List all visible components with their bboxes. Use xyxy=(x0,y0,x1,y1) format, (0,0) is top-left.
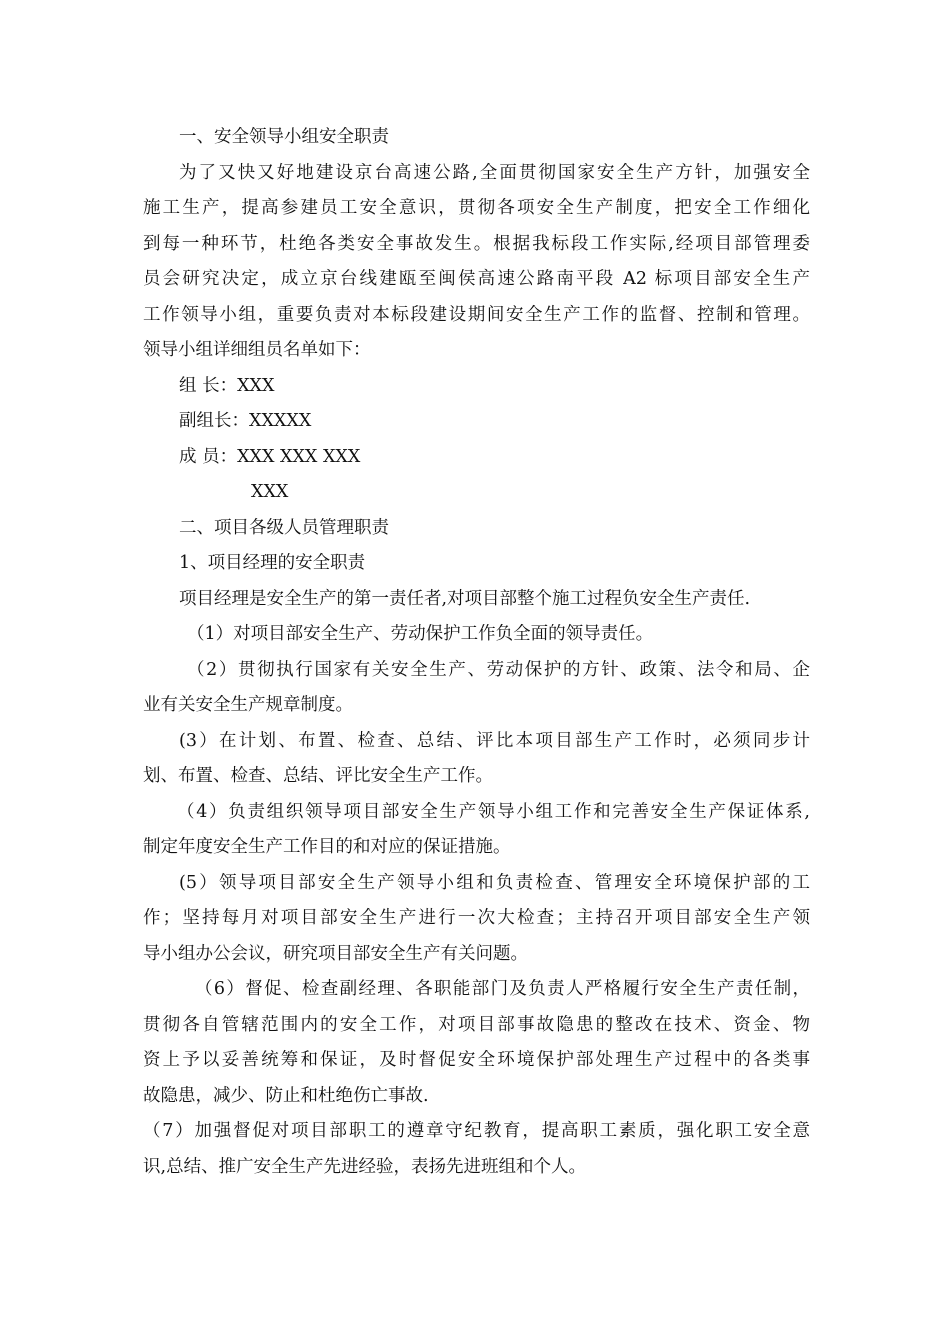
duty-item-6-cont: 故隐患，减少、防止和杜绝伤亡事故. xyxy=(143,1085,429,1106)
intro-line: 施工生产，提高参建员工安全意识，贯彻各项安全生产制度，把安全工作细化 xyxy=(143,198,810,218)
member-list-continued: XXX xyxy=(251,482,289,502)
intro-line: 为了又快又好地建设京台高速公路,全面贯彻国家安全生产方针，加强安全 xyxy=(179,162,810,183)
section-heading-1: 一、安全领导小组安全职责 xyxy=(179,127,389,147)
duty-item-4: （4）负责组织领导项目部安全生产领导小组工作和完善安全生产保证体系, xyxy=(177,801,810,822)
duty-item-2-cont: 业有关安全生产规章制度。 xyxy=(143,695,353,715)
intro-line: 领导小组详细组员名单如下： xyxy=(143,340,371,360)
section-heading-2: 二、项目各级人员管理职责 xyxy=(179,517,389,538)
pm-summary: 项目经理是安全生产的第一责任者,对项目部整个施工过程负安全生产责任. xyxy=(179,588,751,609)
member-list: 成 员：XXX XXX XXX xyxy=(179,446,361,467)
subheading-project-manager: 1、项目经理的安全职责 xyxy=(179,553,366,573)
duty-item-7: （7）加强督促对项目部职工的遵章守纪教育，提高职工素质，强化职工安全意 xyxy=(143,1121,810,1141)
member-deputy: 副组长：XXXXX xyxy=(179,411,312,431)
intro-line: 工作领导小组，重要负责对本标段建设期间安全生产工作的监督、控制和管理。 xyxy=(143,304,810,325)
duty-item-5: (5）领导项目部安全生产领导小组和负责检查、管理安全环境保护部的工 xyxy=(179,872,810,893)
duty-item-6: （6）督促、检查副经理、各职能部门及负责人严格履行安全生产责任制， xyxy=(195,979,810,999)
duty-item-7-cont: 识,总结、推广安全生产先进经验，表扬先进班组和个人。 xyxy=(143,1156,587,1177)
duty-item-3-cont: 划、布置、检查、总结、评比安全生产工作。 xyxy=(143,766,493,786)
intro-line: 员会研究决定，成立京台线建瓯至闽侯高速公路南平段 A2 标项目部安全生产 xyxy=(143,269,810,289)
duty-item-6-cont: 贯彻各自管辖范围内的安全工作，对项目部事故隐患的整改在技术、资金、物 xyxy=(143,1014,810,1035)
duty-item-4-cont: 制定年度安全生产工作目的和对应的保证措施。 xyxy=(143,837,511,857)
duty-item-6-cont: 资上予以妥善统筹和保证，及时督促安全环境保护部处理生产过程中的各类事 xyxy=(143,1050,810,1070)
duty-item-2: （2）贯彻执行国家有关安全生产、劳动保护的方针、政策、法令和局、企 xyxy=(187,659,810,680)
duty-item-5-cont: 作；坚持每月对项目部安全生产进行一次大检查；主持召开项目部安全生产领 xyxy=(143,908,810,928)
duty-item-5-cont: 导小组办公会议，研究项目部安全生产有关问题。 xyxy=(143,943,528,964)
duty-item-3: (3）在计划、布置、检查、总结、评比本项目部生产工作时，必须同步计 xyxy=(179,730,810,751)
member-leader: 组 长：XXX xyxy=(179,375,275,396)
intro-line: 到每一种环节，杜绝各类安全事故发生。根据我标段工作实际,经项目部管理委 xyxy=(143,233,810,254)
duty-item-1: （1）对项目部安全生产、劳动保护工作负全面的领导责任。 xyxy=(187,624,654,644)
